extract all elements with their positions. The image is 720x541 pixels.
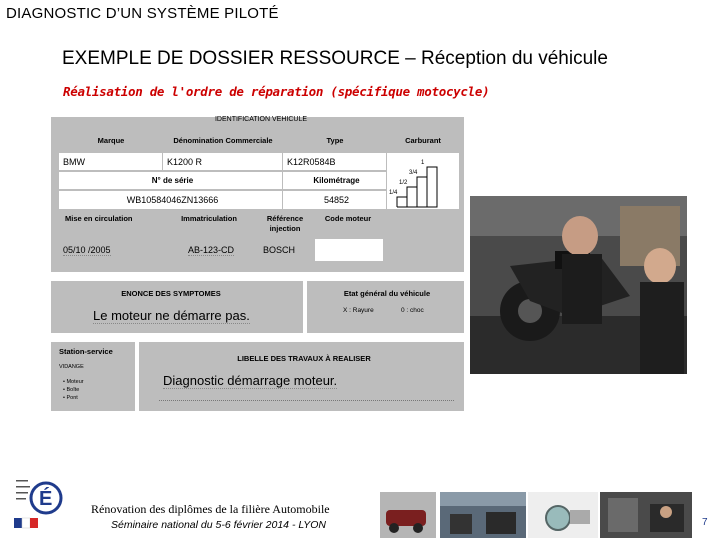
logo-text-lines-icon bbox=[16, 480, 30, 500]
value-mise-circulation: 05/10 /2005 bbox=[59, 239, 159, 261]
value-kilometrage: 54852 bbox=[283, 191, 386, 209]
value-immatriculation: AB-123-CD bbox=[159, 239, 259, 261]
page-number: 7 bbox=[702, 517, 708, 528]
section-header: DIAGNOSTIC D’UN SYSTÈME PILOTÉ bbox=[6, 5, 279, 22]
label-denomination: Dénomination Commerciale bbox=[173, 136, 273, 145]
footer-thumbnail-workshop bbox=[440, 492, 526, 538]
footer-thumbnail-garage bbox=[600, 492, 692, 538]
svg-text:É: É bbox=[39, 488, 53, 510]
footer-thumbnail-engine bbox=[528, 492, 598, 538]
station-item-boite: • Boîte bbox=[63, 387, 80, 393]
ministry-logo bbox=[6, 474, 64, 536]
work-description-panel bbox=[139, 342, 464, 411]
fuel-gauge-three-quarter: 3/4 bbox=[409, 170, 418, 176]
value-code-moteur bbox=[315, 239, 383, 261]
label-kilometrage: Kilométrage bbox=[283, 172, 386, 189]
label-reference-injection: Référence injection bbox=[266, 214, 304, 233]
station-item-pont: • Pont bbox=[63, 395, 78, 401]
fuel-gauge bbox=[387, 153, 459, 209]
value-marque: BMW bbox=[59, 153, 162, 170]
label-immatriculation: Immatriculation bbox=[181, 214, 237, 223]
footer-thumbnail-car bbox=[380, 492, 436, 538]
condition-heading: Etat général du véhicule bbox=[343, 289, 431, 298]
value-reference-injection: BOSCH bbox=[259, 239, 313, 261]
workshop-photo bbox=[470, 196, 687, 374]
footer-title: Rénovation des diplômes de la filière Automobile bbox=[91, 502, 330, 516]
value-serie: WB10584046ZN13666 bbox=[59, 191, 282, 209]
work-text: Diagnostic démarrage moteur. bbox=[159, 370, 454, 392]
identification-panel bbox=[51, 117, 464, 272]
workshop-photo-illustration bbox=[470, 196, 687, 374]
fuel-gauge-quarter: 1/4 bbox=[389, 190, 398, 196]
station-service-panel bbox=[51, 342, 135, 411]
station-subheading: VIDANGE bbox=[59, 364, 84, 370]
slide-title: EXEMPLE DE DOSSIER RESSOURCE – Réception du véhicule bbox=[62, 48, 608, 69]
label-marque: Marque bbox=[97, 136, 125, 145]
value-denomination: K1200 R bbox=[163, 153, 282, 170]
label-carburant: Carburant bbox=[405, 136, 441, 145]
symptoms-heading: ENONCE DES SYMPTOMES bbox=[121, 289, 221, 298]
label-type: Type bbox=[326, 136, 344, 145]
repair-order-form bbox=[51, 117, 464, 411]
vehicle-condition-panel bbox=[307, 281, 464, 333]
symptoms-text: Le moteur ne démarre pas. bbox=[59, 305, 295, 327]
condition-legend-rayure: X : Rayure bbox=[343, 307, 374, 314]
condition-legend-choc: 0 : choc bbox=[401, 307, 424, 314]
fuel-gauge-half: 1/2 bbox=[399, 180, 408, 186]
french-flag-icon bbox=[14, 518, 38, 528]
fuel-gauge-full: 1 bbox=[421, 160, 425, 166]
value-type: K12R0584B bbox=[283, 153, 386, 170]
label-serie: N° de série bbox=[59, 172, 282, 189]
fuel-gauge-icon bbox=[387, 153, 459, 209]
identification-heading: IDENTIFICATION VEHICULE bbox=[214, 116, 308, 123]
work-heading: LIBELLE DES TRAVAUX À REALISER bbox=[237, 354, 371, 363]
label-mise-circulation: Mise en circulation bbox=[65, 214, 133, 223]
republique-francaise-e-icon bbox=[31, 483, 61, 513]
station-heading: Station-service bbox=[59, 347, 113, 356]
footer-subtitle: Séminaire national du 5-6 février 2014 - LYON bbox=[111, 519, 326, 531]
work-line bbox=[159, 400, 454, 401]
label-code-moteur: Code moteur bbox=[324, 214, 372, 223]
station-item-moteur: • Moteur bbox=[63, 379, 84, 385]
slide-subtitle: Réalisation de l'ordre de réparation (spécifique motocycle) bbox=[63, 84, 490, 99]
symptoms-panel bbox=[51, 281, 303, 333]
